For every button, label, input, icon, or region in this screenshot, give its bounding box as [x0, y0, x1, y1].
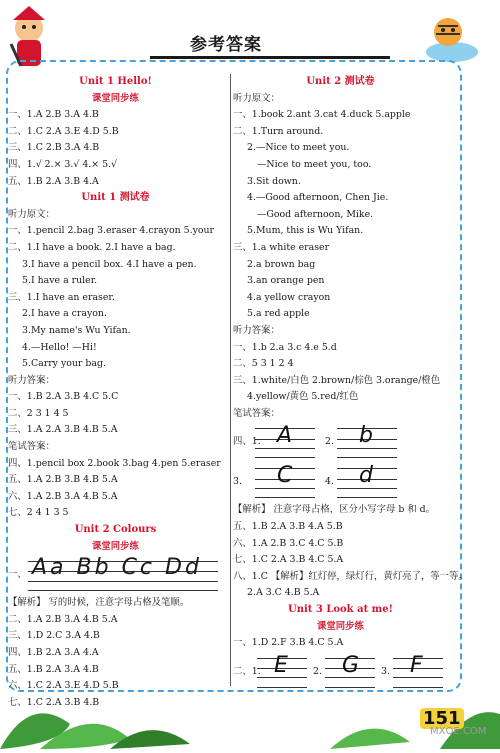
- answer-line: 四、1.√ 2.× 3.√ 4.× 5.√: [8, 158, 118, 170]
- answer-line: 2.—Nice to meet you.: [247, 142, 350, 154]
- handwritten-letter: E: [274, 652, 288, 678]
- answer-line: 五、1.B 2.A 3.B 4.A 5.B: [233, 521, 343, 533]
- answer-column-left: [8, 74, 223, 711]
- answer-line: 二、1.I have a book. 2.I have a bag.: [8, 241, 176, 253]
- answer-line: 4.a yellow crayon: [247, 291, 331, 303]
- answer-column-right: [233, 74, 468, 692]
- answer-line: 听力答案：: [233, 324, 280, 336]
- handwritten-letter: A: [277, 423, 293, 449]
- answer-line: 听力原文：: [8, 208, 55, 220]
- answer-label: 4.: [325, 476, 334, 488]
- answer-line: 三、1.C 2.B 3.A 4.B: [8, 142, 100, 154]
- four-line-grid: [337, 423, 397, 458]
- answer-line: 五、1.B 2.A 3.A 4.B: [8, 663, 99, 675]
- section-heading: Unit 1 测试卷: [81, 192, 150, 204]
- answer-label: 一、: [8, 569, 27, 581]
- tiger-mascot-icon: [418, 8, 482, 66]
- four-line-grid: [337, 463, 397, 498]
- answer-line: 六、1.A 2.B 3.C 4.C 5.B: [233, 537, 344, 549]
- four-line-grid: [28, 555, 218, 591]
- answer-line: 2.a brown bag: [247, 258, 316, 270]
- answer-line: 四、1.pencil box 2.book 3.bag 4.pen 5.eraser: [8, 457, 221, 469]
- answer-line: 四、1.B 2.A 3.A 4.A: [8, 647, 99, 658]
- subsection-heading: 课堂同步练: [92, 540, 139, 552]
- answer-line: 4.—Good afternoon, Chen Jie.: [247, 192, 389, 204]
- answer-line: 七、1.C 2.A 3.B 4.C 5.A: [233, 554, 344, 566]
- answer-line: 笔试答案：: [8, 441, 55, 453]
- answer-line: 一、1.B 2.A 3.B 4.C 5.C: [8, 391, 119, 403]
- answer-line: 2.A 3.C 4.B 5.A: [247, 587, 320, 599]
- handwriting-row: [233, 422, 448, 462]
- answer-line: 3.I have a pencil box. 4.I have a pen.: [22, 258, 197, 270]
- answer-line: 5.Mum, this is Wu Yifan.: [247, 225, 364, 237]
- answer-line: 五、1.B 2.A 3.B 4.A: [8, 175, 99, 187]
- handwritten-letter: b: [359, 423, 373, 449]
- page-number: 151: [420, 708, 464, 729]
- answer-line: 三、1.A 2.A 3.B 4.B 5.A: [8, 424, 118, 436]
- answer-line: 一、1.book 2.ant 3.cat 4.duck 5.apple: [233, 109, 411, 121]
- answer-line: 3.My name's Wu Yifan.: [22, 324, 131, 336]
- answer-line: 二、5 3 1 2 4: [233, 358, 294, 370]
- page-title: 参考答案: [190, 35, 262, 55]
- answer-line: 六、1.C 2.A 3.E 4.D 5.B: [8, 680, 119, 692]
- title-underline: [150, 56, 390, 59]
- four-line-grid: [255, 423, 315, 458]
- column-divider: [230, 74, 231, 686]
- answer-line: 一、1.pencil 2.bag 3.eraser 4.crayon 5.your: [8, 225, 215, 237]
- handwriting-row: [233, 462, 448, 502]
- handwritten-letter: C: [277, 463, 293, 489]
- answer-label: 四、1.: [233, 436, 261, 448]
- section-heading: Unit 3 Look at me!: [287, 604, 394, 616]
- answer-line: 听力答案：: [8, 374, 55, 386]
- watermark: MXQE.COM: [430, 726, 487, 737]
- answer-label: 2.: [313, 665, 322, 677]
- handwritten-letter: G: [342, 652, 360, 678]
- subsection-heading: 课堂同步练: [92, 92, 139, 104]
- section-heading: Unit 1 Hello!: [79, 76, 152, 87]
- answer-line: —Good afternoon, Mike.: [257, 208, 374, 220]
- answer-line: 一、1.A 2.B 3.A 4.B: [8, 109, 99, 121]
- subsection-heading: 课堂同步练: [317, 620, 364, 632]
- handwriting-row: [8, 555, 223, 595]
- answer-line: 5.a red apple: [247, 308, 310, 320]
- handwritten-letter: d: [359, 463, 373, 489]
- section-heading: Unit 2 Colours: [74, 524, 157, 536]
- answer-line: 4.—Hello! —Hi!: [22, 341, 97, 353]
- handwritten-letter: F: [410, 652, 423, 678]
- answer-label: 3.: [381, 665, 390, 677]
- answer-line: 3.an orange pen: [247, 275, 325, 287]
- answer-label: 3.: [233, 476, 242, 488]
- answer-line: 五、1.A 2.B 3.B 4.B 5.A: [8, 474, 118, 486]
- answer-line: 【解析】 写的时候，注意字母占格及笔顺。: [8, 597, 190, 609]
- section-heading: Unit 2 测试卷: [306, 76, 375, 87]
- answer-line: 【解析】 注意字母占格，区分小写字母 b 和 d。: [233, 504, 436, 516]
- handwritten-letters: Aa Bb Cc Dd: [32, 555, 202, 581]
- answer-label: 二、1.: [233, 665, 261, 677]
- answer-line: 三、1.a white eraser: [233, 241, 330, 253]
- answer-line: 二、1.C 2.A 3.E 4.D 5.B: [8, 125, 119, 137]
- answer-line: 3.Sit down.: [247, 175, 301, 187]
- answer-line: 七、2 4 1 3 5: [8, 507, 69, 519]
- answer-label: 2.: [325, 436, 334, 448]
- answer-line: 4.yellow/黄色 5.red/红色: [247, 391, 359, 403]
- answer-line: 5.Carry your bag.: [22, 358, 106, 370]
- answer-line: 八、1.C 【解析】红灯停，绿灯行，黄灯亮了，等一等。: [233, 570, 468, 582]
- answer-line: 笔试答案：: [233, 407, 280, 419]
- answer-line: 三、1.white/白色 2.brown/棕色 3.orange/橙色: [233, 374, 441, 386]
- answer-line: 二、2 3 1 4 5: [8, 407, 69, 419]
- four-line-grid: [255, 463, 315, 498]
- answer-line: 三、1.I have an eraser.: [8, 291, 115, 303]
- answer-line: 5.I have a ruler.: [22, 275, 98, 287]
- answer-line: 二、1.Turn around.: [233, 125, 324, 137]
- answer-line: 六、1.A 2.B 3.A 4.B 5.A: [8, 490, 118, 502]
- answer-line: 七、1.C 2.A 3.B 4.B: [8, 696, 100, 708]
- answer-line: 三、1.D 2.C 3.A 4.B: [8, 630, 100, 642]
- answer-line: 二、1.A 2.B 3.A 4.B 5.A: [8, 613, 118, 625]
- answer-line: 一、1.D 2.F 3.B 4.C 5.A: [233, 637, 344, 649]
- answer-line: 一、1.b 2.a 3.c 4.e 5.d: [233, 341, 337, 353]
- answer-line: —Nice to meet you, too.: [257, 158, 372, 170]
- answer-line: 2.I have a crayon.: [22, 308, 107, 320]
- answer-line: 听力原文：: [233, 92, 280, 104]
